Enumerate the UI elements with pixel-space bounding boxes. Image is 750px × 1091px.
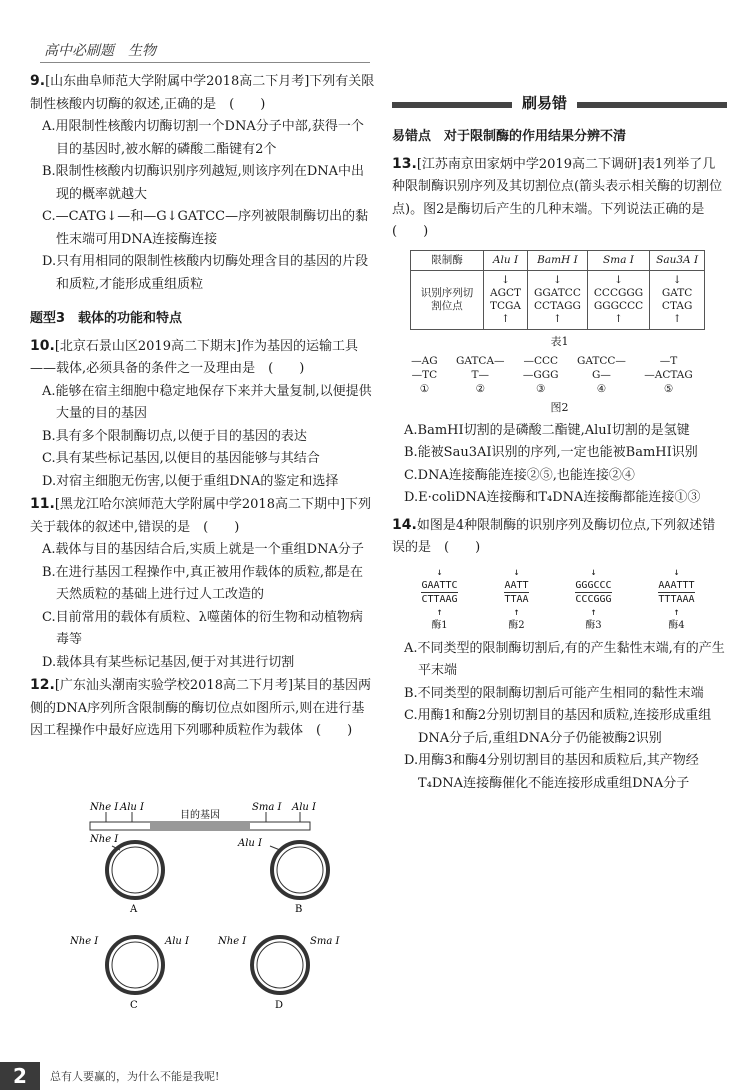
question-stem: [广东汕头潮南实验学校2018高二下月考]某目的基因两侧的DNA序列所含限制酶的酶切位点如图所示,则在进行基因工程操作中最好应选用下列哪种质粒作为载体 ( ) bbox=[30, 678, 372, 738]
site-label: Alu Ⅰ bbox=[165, 936, 189, 947]
plasmid-letter: D bbox=[275, 1000, 284, 1011]
footer-motto: 总有人要赢的，为什么不能是我呢! bbox=[50, 1070, 220, 1083]
option-c: C.—CATG↓—和—G↓GATCC—序列被限制酶切出的黏性末端可用DNA连接酶连接 bbox=[42, 209, 369, 247]
option-d: D.用酶3和酶4分别切割目的基因和质粒后,其产物经T₄DNA连接酶催化不能连接形成重组DNA分子 bbox=[404, 753, 699, 791]
page-header: 高中必刷题 生物 bbox=[44, 43, 156, 59]
plasmid-letter: A bbox=[130, 904, 138, 915]
banner-label: 刷易错 bbox=[512, 92, 577, 115]
option-b: B.不同类型的限制酶切割后可能产生相同的黏性末端 bbox=[404, 685, 704, 701]
right-column bbox=[392, 78, 727, 795]
target-gene-bar bbox=[150, 822, 250, 830]
question-14 bbox=[392, 514, 727, 560]
option-b: B.能被Sau3AⅠ识别的序列,一定也能被BamHⅠ识别 bbox=[404, 445, 698, 460]
question-number: 11. bbox=[30, 496, 55, 512]
section-heading: 题型3 载体的功能和特点 bbox=[30, 311, 183, 326]
end-5: —T —ACTAG ⑤ bbox=[644, 354, 693, 395]
plasmid-c bbox=[107, 937, 163, 993]
question-stem: [黑龙江哈尔滨师范大学附属中学2018高二下期中]下列关于载体的叙述中,错误的是 ( ) bbox=[30, 497, 372, 535]
table-cell: ↓ CCCGGG GGGCCC ↑ bbox=[587, 270, 649, 329]
end-4: GATCC— G— ④ bbox=[576, 354, 626, 395]
end-3: —CCC —GGG ③ bbox=[522, 354, 559, 395]
question-number: 9. bbox=[30, 73, 46, 89]
option-a: A.能够在宿主细胞中稳定地保存下来并大量复制,以便提供大量的目的基因 bbox=[42, 383, 372, 421]
table-cell: BamH Ⅰ bbox=[528, 250, 588, 270]
table-cell: ↓ GATC CTAG ↑ bbox=[650, 270, 705, 329]
option-b: B.具有多个限制酶切点,以便于目的基因的表达 bbox=[42, 428, 307, 444]
option-b: B.限制性核酸内切酶识别序列越短,则该序列在DNA中出现的概率就越大 bbox=[42, 164, 365, 202]
question-number: 10. bbox=[30, 337, 55, 354]
option-a: A.载体与目的基因结合后,实质上就是一个重组DNA分子 bbox=[42, 542, 364, 557]
table-row-label: 识别序列切割位点 bbox=[411, 270, 484, 329]
table-cell: Sma Ⅰ bbox=[587, 250, 649, 270]
option-a: A.不同类型的限制酶切割后,有的产生黏性末端,有的产生平末端 bbox=[404, 640, 725, 678]
header-divider bbox=[40, 62, 370, 63]
site-label: Alu Ⅰ bbox=[120, 802, 144, 813]
site-label: Sma Ⅰ bbox=[310, 936, 340, 947]
question-stem: 如图是4种限制酶的识别序列及酶切位点,下列叙述错误的是 ( ) bbox=[392, 517, 716, 555]
site-label: Alu Ⅰ bbox=[238, 838, 262, 849]
table-cell: Sau3A Ⅰ bbox=[650, 250, 705, 270]
site-label: Nhe Ⅰ bbox=[90, 802, 119, 813]
question-9 bbox=[30, 70, 375, 116]
table-caption: 表1 bbox=[550, 334, 569, 348]
option-c: C.DNA连接酶能连接②⑤,也能连接②④ bbox=[404, 467, 635, 483]
plasmid-letter: B bbox=[295, 904, 303, 915]
plasmid-figure bbox=[70, 800, 370, 1015]
option-c: C.用酶1和酶2分别切割目的基因和质粒,连接形成重组DNA分子后,重组DNA分子仍能被酶2识别 bbox=[404, 708, 712, 746]
site-label: Nhe Ⅰ bbox=[70, 936, 99, 947]
end-2: GATCA— T— ② bbox=[456, 354, 505, 395]
plasmid-letter: C bbox=[130, 1000, 138, 1011]
option-a: A.用限制性核酸内切酶切割一个DNA分子中部,获得一个目的基因时,被水解的磷酸二酯键有2个 bbox=[42, 119, 364, 157]
site-label: Sma Ⅰ bbox=[252, 802, 282, 813]
site-label: Alu Ⅰ bbox=[292, 802, 316, 813]
figure-caption: 图2 bbox=[550, 400, 569, 414]
sticky-ends-figure bbox=[402, 354, 702, 396]
table-row-label: 限制酶 bbox=[411, 250, 484, 270]
gene-label: 目的基因 bbox=[180, 810, 220, 821]
option-d: D.对宿主细胞无伤害,以便于重组DNA的鉴定和选择 bbox=[42, 473, 339, 489]
question-12 bbox=[30, 674, 375, 743]
banner bbox=[392, 92, 727, 118]
option-b: B.在进行基因工程操作中,真正被用作载体的质粒,都是在天然质粒的基础上进行过人工改造的 bbox=[42, 564, 363, 602]
table-cell: ↓ AGCT TCGA ↑ bbox=[484, 270, 528, 329]
question-number: 12. bbox=[30, 677, 55, 693]
error-point-heading: 易错点 对于限制酶的作用结果分辨不清 bbox=[392, 129, 627, 144]
site-label: Nhe Ⅰ bbox=[90, 834, 119, 845]
enzyme-table bbox=[410, 250, 705, 330]
option-d: D.只有用相同的限制性核酸内切酶处理含目的基因的片段和质粒,才能形成重组质粒 bbox=[42, 254, 369, 292]
left-column bbox=[30, 70, 375, 743]
table-cell: Alu Ⅰ bbox=[484, 250, 528, 270]
enzyme-4: ↓ AAATTT TTTAAA ↑ 酶4 bbox=[658, 566, 695, 631]
enzyme-3: ↓ GGGCCC CCCGGG ↑ 酶3 bbox=[575, 566, 612, 631]
option-c: C.目前常用的载体有质粒、λ噬菌体的衍生物和动植物病毒等 bbox=[42, 609, 363, 647]
plasmid-d bbox=[252, 937, 308, 993]
question-stem: [北京石景山区2019高二下期末]作为基因的运输工具——载体,必须具备的条件之一及理由是 ( ) bbox=[30, 338, 359, 376]
page-number: 2 bbox=[0, 1062, 40, 1090]
question-11 bbox=[30, 493, 375, 539]
enzyme-2: ↓ AATT TTAA ↑ 酶2 bbox=[504, 566, 529, 631]
option-a: A.BamHⅠ切割的是磷酸二酯键,AluⅠ切割的是氢键 bbox=[404, 422, 690, 438]
plasmid-b bbox=[272, 842, 328, 898]
enzyme-1: ↓ GAATTC CTTAAG ↑ 酶1 bbox=[421, 566, 458, 631]
table-cell: ↓ GGATCC CCTAGG ↑ bbox=[528, 270, 588, 329]
plasmid-a bbox=[107, 842, 163, 898]
option-d: D.E·coliDNA连接酶和T₄DNA连接酶都能连接①③ bbox=[404, 490, 701, 505]
site-label: Nhe Ⅰ bbox=[218, 936, 247, 947]
question-stem: [山东曲阜师范大学附属中学2018高二下月考]下列有关限制性核酸内切酶的叙述,正确的是 ( ) bbox=[30, 74, 375, 112]
option-d: D.载体具有某些标记基因,便于对其进行切割 bbox=[42, 654, 295, 670]
option-c: C.具有某些标记基因,以便目的基因能够与其结合 bbox=[42, 451, 320, 466]
question-10 bbox=[30, 335, 375, 381]
question-stem: [江苏南京田家炳中学2019高二下调研]表1列举了几种限制酶识别序列及其切割位点(箭头表示相关酶的切割位点)。图2是酶切后产生的几种末端。下列说法正确的是 ( ) bbox=[392, 156, 723, 239]
question-13 bbox=[392, 153, 727, 244]
enzyme-site-figure bbox=[398, 566, 718, 632]
end-1: —AG —TC ① bbox=[411, 354, 438, 395]
question-number: 14. bbox=[392, 516, 417, 533]
question-number: 13. bbox=[392, 155, 417, 172]
